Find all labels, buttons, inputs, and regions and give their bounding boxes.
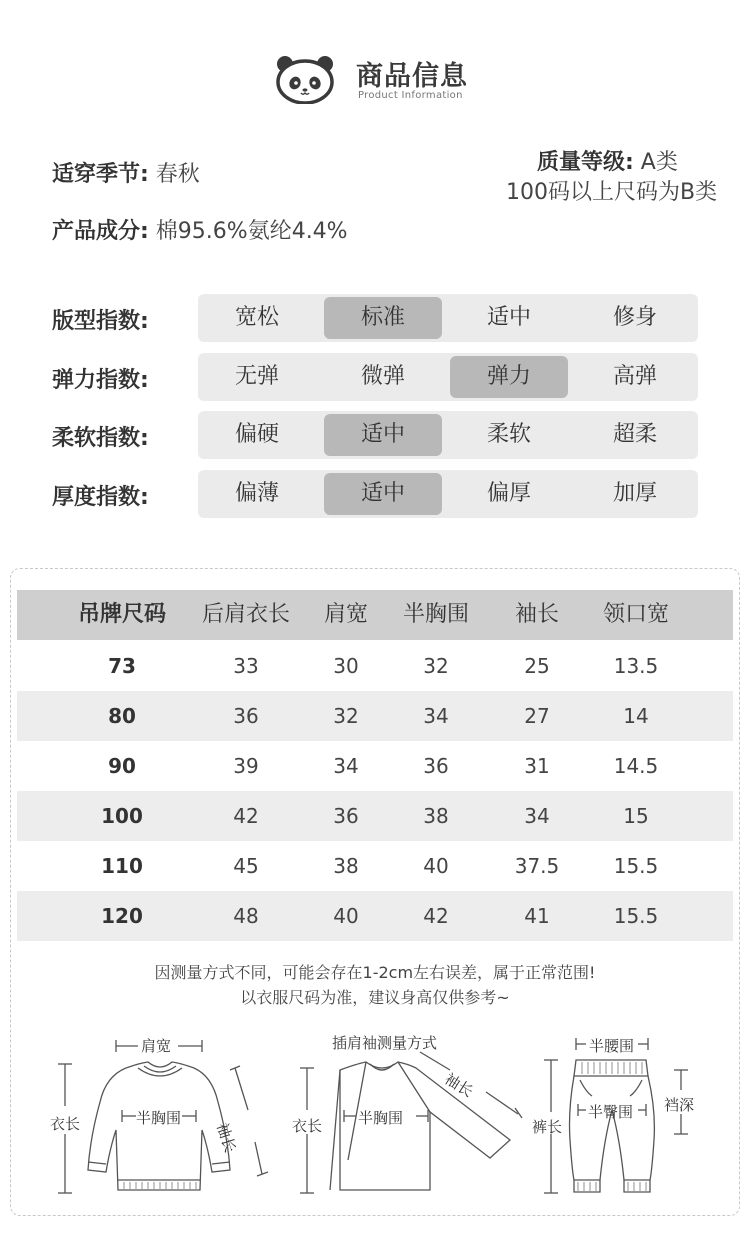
index-track xyxy=(198,470,698,518)
table-cell: 40 xyxy=(423,854,449,878)
index-label: 弹力指数: xyxy=(52,368,149,393)
table-cell: 90 xyxy=(108,754,136,778)
index-option: 修身 xyxy=(612,305,657,330)
index-label: 版型指数: xyxy=(52,309,149,334)
table-cell: 45 xyxy=(233,854,259,878)
index-label: 厚度指数: xyxy=(52,485,149,510)
column-header: 肩宽 xyxy=(323,602,368,627)
hip-label: 半臀围 xyxy=(588,1103,634,1121)
index-row-elasticity xyxy=(52,353,702,401)
index-option-selected: 适中 xyxy=(324,473,442,515)
season-value: 春秋 xyxy=(148,162,200,187)
raglan-diagram xyxy=(290,1030,530,1200)
table-cell: 27 xyxy=(524,704,550,728)
table-cell: 15 xyxy=(623,804,649,828)
shoulder-label: 肩宽 xyxy=(141,1037,172,1055)
season-info xyxy=(52,157,200,188)
table-cell: 36 xyxy=(423,754,449,778)
page-subtitle: Product Information xyxy=(358,90,463,101)
table-cell: 110 xyxy=(101,854,143,878)
table-cell: 30 xyxy=(333,654,359,678)
index-option: 无弹 xyxy=(234,364,279,389)
sleeve-label: 袖长 xyxy=(212,1120,240,1155)
table-cell: 34 xyxy=(524,804,550,828)
index-option: 偏硬 xyxy=(234,422,279,447)
table-row xyxy=(17,691,733,741)
index-track xyxy=(198,294,698,342)
material-info xyxy=(52,214,348,245)
table-cell: 48 xyxy=(233,904,259,928)
index-row-fit xyxy=(52,294,702,342)
table-row xyxy=(17,791,733,841)
material-key: 产品成分: xyxy=(52,219,149,244)
column-header: 袖长 xyxy=(514,602,559,627)
index-option: 柔软 xyxy=(486,422,531,447)
table-cell: 34 xyxy=(333,754,359,778)
table-row xyxy=(17,641,733,691)
index-row-softness xyxy=(52,411,702,459)
index-option: 适中 xyxy=(486,305,531,330)
table-cell: 31 xyxy=(524,754,550,778)
column-header: 吊牌尺码 xyxy=(77,602,166,627)
grade-info xyxy=(537,145,678,176)
index-option-selected: 适中 xyxy=(324,414,442,456)
page-title: 商品信息 xyxy=(356,61,468,92)
column-header: 半胸围 xyxy=(402,602,469,627)
length-label: 衣长 xyxy=(50,1115,81,1133)
table-cell: 80 xyxy=(108,704,136,728)
index-option: 超柔 xyxy=(612,422,657,447)
table-cell: 100 xyxy=(101,804,143,828)
table-cell: 32 xyxy=(423,654,449,678)
table-cell: 33 xyxy=(233,654,259,678)
length-label: 衣长 xyxy=(292,1117,323,1135)
table-cell: 15.5 xyxy=(613,854,659,878)
table-cell: 38 xyxy=(423,804,449,828)
table-cell: 14 xyxy=(623,704,649,728)
rise-label: 裆深 xyxy=(664,1096,695,1114)
material-value: 棉95.6%氨纶4.4% xyxy=(148,219,348,244)
size-advice-note: 以衣服尺码为准，建议身高仅供参考~ xyxy=(240,988,510,1007)
raglan-title: 插肩袖测量方式 xyxy=(332,1034,438,1052)
length-label: 裤长 xyxy=(532,1118,563,1136)
table-cell: 34 xyxy=(423,704,449,728)
sweater-diagram xyxy=(40,1030,280,1200)
column-header: 领口宽 xyxy=(602,602,669,627)
table-cell: 25 xyxy=(524,654,550,678)
table-cell: 36 xyxy=(333,804,359,828)
panda-icon xyxy=(274,54,336,104)
table-cell: 36 xyxy=(233,704,259,728)
table-cell: 13.5 xyxy=(613,654,659,678)
season-key: 适穿季节: xyxy=(52,162,149,187)
table-cell: 42 xyxy=(233,804,259,828)
index-option: 偏厚 xyxy=(486,481,531,506)
index-label: 柔软指数: xyxy=(52,426,149,451)
index-option: 偏薄 xyxy=(234,481,279,506)
table-row xyxy=(17,741,733,791)
index-option: 高弹 xyxy=(612,364,657,389)
table-cell: 38 xyxy=(333,854,359,878)
grade-note: 100码以上尺码为B类 xyxy=(506,180,718,205)
chest-label: 半胸围 xyxy=(136,1109,182,1127)
grade-key: 质量等级: xyxy=(537,150,634,175)
table-cell: 40 xyxy=(333,904,359,928)
index-option-selected: 标准 xyxy=(324,297,442,339)
table-cell: 41 xyxy=(524,904,550,928)
table-cell: 39 xyxy=(233,754,259,778)
index-row-thickness xyxy=(52,470,702,518)
table-cell: 42 xyxy=(423,904,449,928)
sleeve-label: 袖长 xyxy=(441,1069,477,1101)
table-cell: 32 xyxy=(333,704,359,728)
table-row xyxy=(17,891,733,941)
table-cell: 15.5 xyxy=(613,904,659,928)
grade-value: A类 xyxy=(633,150,678,175)
index-option: 加厚 xyxy=(612,481,657,506)
waist-label: 半腰围 xyxy=(589,1037,635,1055)
raglan-shirt-icon xyxy=(290,1030,530,1200)
index-option: 宽松 xyxy=(234,305,279,330)
pants-diagram xyxy=(530,1030,730,1200)
column-header: 后肩衣长 xyxy=(201,602,290,627)
table-cell: 14.5 xyxy=(613,754,659,778)
table-cell: 37.5 xyxy=(514,854,560,878)
index-option: 微弹 xyxy=(360,364,405,389)
measurement-note: 因测量方式不同，可能会存在1-2cm左右误差，属于正常范围! xyxy=(154,963,596,982)
size-table-header xyxy=(17,590,733,640)
table-cell: 120 xyxy=(101,904,143,928)
table-cell: 73 xyxy=(108,654,136,678)
table-row xyxy=(17,841,733,891)
index-track xyxy=(198,411,698,459)
index-option-selected: 弹力 xyxy=(450,356,568,398)
header xyxy=(0,48,750,108)
chest-label: 半胸围 xyxy=(358,1109,404,1127)
index-track xyxy=(198,353,698,401)
